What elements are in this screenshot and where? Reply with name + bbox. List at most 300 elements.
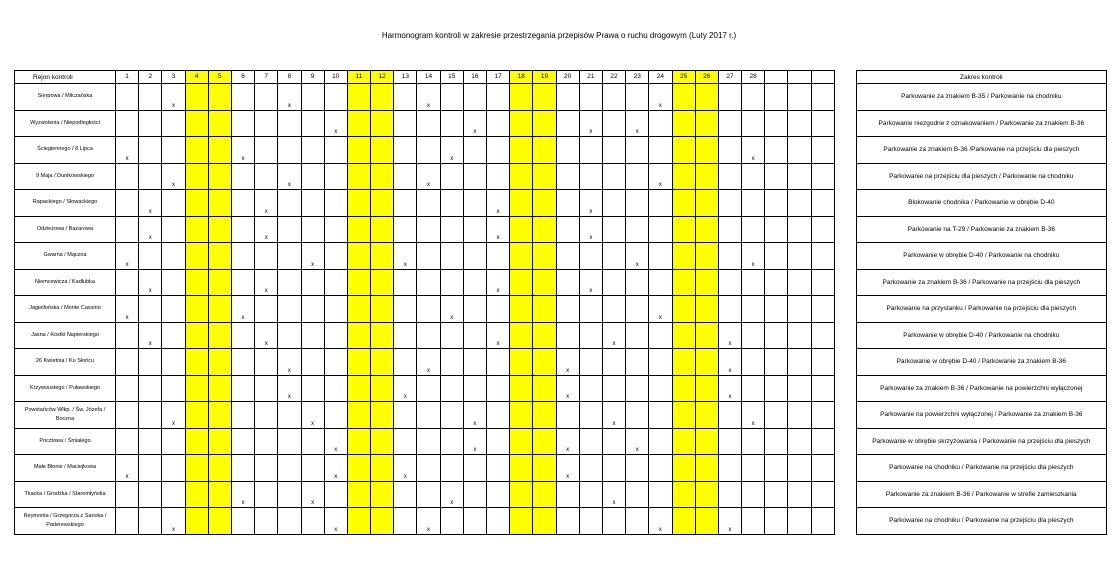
header-day: 22	[602, 71, 625, 84]
header-day: 25	[672, 71, 695, 84]
day-cell	[301, 84, 324, 111]
day-cell	[487, 163, 510, 190]
day-cell-marked: x	[278, 163, 301, 190]
day-cell	[672, 163, 695, 190]
area-cell: Powstańców Wlkp. / Św. Józefa / Boczna	[15, 402, 116, 429]
day-cell	[301, 428, 324, 455]
header-day: 20	[556, 71, 579, 84]
day-cell	[487, 137, 510, 164]
day-cell	[278, 243, 301, 270]
day-cell	[278, 296, 301, 323]
day-cell	[255, 428, 278, 455]
day-cell	[811, 137, 834, 164]
day-cell	[255, 296, 278, 323]
day-cell	[371, 402, 394, 429]
day-cell-marked: x	[649, 84, 672, 111]
area-cell: 26 Kwietnia / Ku Słońcu	[15, 349, 116, 376]
day-cell	[278, 190, 301, 217]
day-cell	[278, 428, 301, 455]
day-cell	[394, 402, 417, 429]
day-cell	[208, 375, 231, 402]
day-cell	[626, 190, 649, 217]
page-title: Harmonogram kontroli w zakresie przestrzegania przepisów Prawa o ruchu drogowym (Luty 2017 r.)	[381, 31, 737, 40]
day-cell	[811, 190, 834, 217]
day-cell-marked: x	[556, 349, 579, 376]
zakres-cell: Parkowanie niezgodne z oznakowaniem / Parkowanie za znakiem B-36	[856, 110, 1106, 137]
day-cell	[440, 428, 463, 455]
day-cell-marked: x	[116, 296, 139, 323]
day-cell	[371, 163, 394, 190]
day-cell	[301, 296, 324, 323]
day-cell	[231, 269, 254, 296]
day-cell	[417, 428, 440, 455]
day-cell	[695, 137, 718, 164]
day-cell	[649, 375, 672, 402]
area-cell: Tkacka / Grodzka / Staromłyńska	[15, 481, 116, 508]
day-cell	[231, 243, 254, 270]
day-cell	[394, 190, 417, 217]
day-cell	[649, 322, 672, 349]
day-cell	[324, 190, 347, 217]
day-cell	[742, 455, 765, 482]
day-cell	[255, 243, 278, 270]
day-cell	[742, 190, 765, 217]
day-cell	[718, 402, 741, 429]
day-cell	[487, 481, 510, 508]
day-cell	[579, 402, 602, 429]
day-cell	[649, 455, 672, 482]
column-gap	[834, 402, 856, 429]
area-cell: 9 Maja / Dunikowskiego	[15, 163, 116, 190]
day-cell	[602, 455, 625, 482]
day-cell	[185, 349, 208, 376]
day-cell	[394, 216, 417, 243]
day-cell	[556, 216, 579, 243]
day-cell	[440, 455, 463, 482]
day-cell-marked: x	[116, 455, 139, 482]
day-cell	[672, 508, 695, 535]
day-cell	[556, 84, 579, 111]
day-cell	[626, 296, 649, 323]
day-cell	[626, 163, 649, 190]
header-day: 19	[533, 71, 556, 84]
day-cell	[185, 137, 208, 164]
table-row	[15, 269, 1107, 296]
day-cell	[208, 137, 231, 164]
day-cell	[742, 349, 765, 376]
day-cell	[718, 243, 741, 270]
day-cell	[556, 110, 579, 137]
day-cell	[672, 84, 695, 111]
column-gap	[834, 71, 856, 84]
day-cell	[788, 269, 811, 296]
day-cell	[371, 455, 394, 482]
day-cell	[463, 375, 486, 402]
day-cell	[510, 428, 533, 455]
day-cell	[208, 428, 231, 455]
day-cell	[440, 243, 463, 270]
day-cell	[695, 190, 718, 217]
day-cell	[602, 269, 625, 296]
day-cell	[185, 375, 208, 402]
day-cell	[788, 84, 811, 111]
area-cell: Małe Błonie / Maciejkowa	[15, 455, 116, 482]
day-cell	[440, 322, 463, 349]
day-cell	[579, 349, 602, 376]
zakres-cell: Parkowanie na przystanku / Parkowanie na przejściu dla pieszych	[856, 296, 1106, 323]
day-cell	[278, 216, 301, 243]
header-day: 24	[649, 71, 672, 84]
day-cell	[602, 296, 625, 323]
day-cell	[695, 163, 718, 190]
day-cell	[811, 375, 834, 402]
table-row	[15, 481, 1107, 508]
day-cell	[718, 190, 741, 217]
day-cell	[347, 190, 370, 217]
area-cell: Niemcewicza / Kadłubka	[15, 269, 116, 296]
header-day	[765, 71, 788, 84]
day-cell	[301, 375, 324, 402]
day-cell	[649, 137, 672, 164]
day-cell	[510, 269, 533, 296]
day-cell-marked: x	[255, 322, 278, 349]
day-cell	[394, 296, 417, 323]
day-cell	[255, 508, 278, 535]
day-cell	[231, 428, 254, 455]
day-cell	[695, 269, 718, 296]
day-cell	[695, 349, 718, 376]
day-cell	[208, 269, 231, 296]
day-cell	[231, 375, 254, 402]
day-cell	[579, 296, 602, 323]
day-cell	[765, 508, 788, 535]
day-cell-marked: x	[278, 375, 301, 402]
day-cell	[278, 110, 301, 137]
day-cell	[788, 402, 811, 429]
day-cell	[510, 375, 533, 402]
header-day: 7	[255, 71, 278, 84]
day-cell-marked: x	[231, 137, 254, 164]
day-cell	[440, 402, 463, 429]
day-cell	[742, 508, 765, 535]
day-cell	[208, 322, 231, 349]
day-cell	[672, 110, 695, 137]
day-cell	[626, 322, 649, 349]
day-cell	[533, 137, 556, 164]
day-cell	[510, 349, 533, 376]
day-cell	[139, 110, 162, 137]
day-cell-marked: x	[394, 455, 417, 482]
day-cell	[510, 84, 533, 111]
day-cell-marked: x	[556, 455, 579, 482]
day-cell-marked: x	[579, 216, 602, 243]
day-cell-marked: x	[742, 402, 765, 429]
day-cell	[162, 243, 185, 270]
day-cell	[463, 137, 486, 164]
day-cell	[788, 296, 811, 323]
day-cell	[626, 455, 649, 482]
day-cell	[788, 243, 811, 270]
day-cell	[487, 296, 510, 323]
day-cell	[579, 455, 602, 482]
day-cell	[347, 402, 370, 429]
day-cell	[116, 322, 139, 349]
day-cell	[510, 137, 533, 164]
day-cell	[556, 481, 579, 508]
day-cell	[718, 163, 741, 190]
column-gap	[834, 243, 856, 270]
day-cell	[255, 137, 278, 164]
day-cell-marked: x	[301, 481, 324, 508]
day-cell	[742, 481, 765, 508]
table-row	[15, 508, 1107, 535]
day-cell	[811, 481, 834, 508]
day-cell	[162, 190, 185, 217]
day-cell	[510, 190, 533, 217]
day-cell-marked: x	[440, 296, 463, 323]
day-cell	[672, 296, 695, 323]
day-cell-marked: x	[162, 163, 185, 190]
day-cell	[487, 508, 510, 535]
day-cell	[208, 163, 231, 190]
day-cell-marked: x	[602, 402, 625, 429]
day-cell-marked: x	[139, 190, 162, 217]
day-cell	[440, 84, 463, 111]
day-cell	[695, 216, 718, 243]
day-cell-marked: x	[324, 110, 347, 137]
table-row	[15, 84, 1107, 111]
column-gap	[834, 481, 856, 508]
day-cell	[301, 508, 324, 535]
day-cell-marked: x	[324, 508, 347, 535]
day-cell	[463, 322, 486, 349]
day-cell	[208, 349, 231, 376]
day-cell	[231, 190, 254, 217]
day-cell	[463, 455, 486, 482]
header-day: 9	[301, 71, 324, 84]
day-cell	[695, 508, 718, 535]
day-cell	[417, 455, 440, 482]
header-rejon: Rejon kontroli	[15, 71, 116, 84]
day-cell-marked: x	[579, 269, 602, 296]
day-cell	[765, 190, 788, 217]
day-cell	[231, 508, 254, 535]
day-cell	[417, 190, 440, 217]
day-cell	[185, 163, 208, 190]
day-cell	[208, 216, 231, 243]
day-cell	[185, 84, 208, 111]
day-cell	[788, 322, 811, 349]
day-cell	[463, 269, 486, 296]
day-cell	[440, 190, 463, 217]
day-cell	[556, 243, 579, 270]
column-gap	[834, 349, 856, 376]
day-cell-marked: x	[231, 296, 254, 323]
day-cell	[324, 84, 347, 111]
day-cell	[139, 84, 162, 111]
day-cell	[602, 190, 625, 217]
table-row	[15, 110, 1107, 137]
day-cell	[510, 163, 533, 190]
day-cell	[255, 481, 278, 508]
day-cell	[162, 216, 185, 243]
day-cell	[788, 349, 811, 376]
area-cell: Jagiellońska / Monte Cassino	[15, 296, 116, 323]
day-cell	[301, 163, 324, 190]
day-cell	[579, 137, 602, 164]
day-cell	[742, 428, 765, 455]
day-cell	[394, 481, 417, 508]
day-cell	[185, 481, 208, 508]
day-cell	[417, 243, 440, 270]
day-cell	[347, 110, 370, 137]
day-cell	[162, 375, 185, 402]
day-cell-marked: x	[487, 322, 510, 349]
day-cell-marked: x	[487, 190, 510, 217]
day-cell	[255, 349, 278, 376]
day-cell	[394, 137, 417, 164]
day-cell	[788, 455, 811, 482]
zakres-cell: Parkowanie na przejściu dla pieszych / Parkowanie na chodniku	[856, 163, 1106, 190]
column-gap	[834, 269, 856, 296]
day-cell	[417, 296, 440, 323]
day-cell-marked: x	[487, 269, 510, 296]
day-cell	[718, 137, 741, 164]
header-day: 12	[371, 71, 394, 84]
day-cell	[347, 84, 370, 111]
day-cell	[811, 349, 834, 376]
day-cell	[602, 137, 625, 164]
day-cell	[347, 375, 370, 402]
day-cell	[788, 110, 811, 137]
header-day: 28	[742, 71, 765, 84]
column-gap	[834, 322, 856, 349]
day-cell-marked: x	[742, 137, 765, 164]
day-cell	[278, 137, 301, 164]
day-cell	[162, 296, 185, 323]
day-cell	[695, 243, 718, 270]
day-cell	[231, 455, 254, 482]
day-cell-marked: x	[556, 375, 579, 402]
day-cell	[116, 163, 139, 190]
day-cell	[533, 508, 556, 535]
day-cell	[324, 137, 347, 164]
day-cell-marked: x	[579, 110, 602, 137]
day-cell	[116, 110, 139, 137]
day-cell	[811, 508, 834, 535]
day-cell	[463, 349, 486, 376]
day-cell	[417, 216, 440, 243]
day-cell	[185, 216, 208, 243]
day-cell	[116, 402, 139, 429]
day-cell	[533, 455, 556, 482]
day-cell	[463, 296, 486, 323]
day-cell	[602, 84, 625, 111]
day-cell	[579, 84, 602, 111]
day-cell	[440, 508, 463, 535]
day-cell	[278, 455, 301, 482]
day-cell	[417, 481, 440, 508]
day-cell	[139, 455, 162, 482]
day-cell	[626, 269, 649, 296]
day-cell	[788, 375, 811, 402]
day-cell-marked: x	[718, 375, 741, 402]
day-cell	[440, 163, 463, 190]
header-day: 6	[231, 71, 254, 84]
day-cell	[533, 296, 556, 323]
day-cell	[672, 481, 695, 508]
day-cell	[672, 190, 695, 217]
day-cell	[742, 110, 765, 137]
day-cell	[742, 296, 765, 323]
day-cell	[417, 322, 440, 349]
day-cell	[162, 349, 185, 376]
day-cell	[208, 455, 231, 482]
day-cell	[463, 508, 486, 535]
day-cell	[742, 163, 765, 190]
day-cell	[394, 322, 417, 349]
header-day: 4	[185, 71, 208, 84]
header-day: 16	[463, 71, 486, 84]
column-gap	[834, 428, 856, 455]
day-cell	[556, 296, 579, 323]
day-cell	[811, 322, 834, 349]
day-cell	[208, 243, 231, 270]
zakres-cell: Parkowanie za znakiem B-35 / Parkowanie na chodniku	[856, 84, 1106, 111]
day-cell	[301, 137, 324, 164]
day-cell	[533, 269, 556, 296]
day-cell	[718, 481, 741, 508]
day-cell	[116, 190, 139, 217]
day-cell	[510, 402, 533, 429]
day-cell	[371, 269, 394, 296]
day-cell	[185, 190, 208, 217]
zakres-cell: Parkowanie za znakiem B-36 /Parkowanie na przejściu dla pieszych	[856, 137, 1106, 164]
header-day	[788, 71, 811, 84]
day-cell	[487, 349, 510, 376]
day-cell	[371, 349, 394, 376]
day-cell	[208, 402, 231, 429]
day-cell	[510, 243, 533, 270]
area-cell: Pocztowa / Śmiałego	[15, 428, 116, 455]
area-cell: Wyzwolenia / Niepodległości	[15, 110, 116, 137]
day-cell	[718, 296, 741, 323]
day-cell	[765, 349, 788, 376]
day-cell	[371, 110, 394, 137]
day-cell	[394, 428, 417, 455]
day-cell	[208, 508, 231, 535]
header-day: 5	[208, 71, 231, 84]
day-cell	[765, 428, 788, 455]
day-cell	[788, 428, 811, 455]
day-cell	[324, 481, 347, 508]
day-cell	[765, 216, 788, 243]
day-cell	[301, 349, 324, 376]
table-row	[15, 375, 1107, 402]
zakres-cell: Parkowanie za znakiem B-36 / Parkowanie na powierzchni wyłączonej	[856, 375, 1106, 402]
day-cell	[394, 110, 417, 137]
day-cell	[487, 243, 510, 270]
day-cell	[208, 190, 231, 217]
day-cell-marked: x	[139, 322, 162, 349]
day-cell	[162, 455, 185, 482]
day-cell	[139, 402, 162, 429]
day-cell	[371, 296, 394, 323]
day-cell	[811, 110, 834, 137]
day-cell	[185, 296, 208, 323]
day-cell	[765, 481, 788, 508]
header-day: 21	[579, 71, 602, 84]
